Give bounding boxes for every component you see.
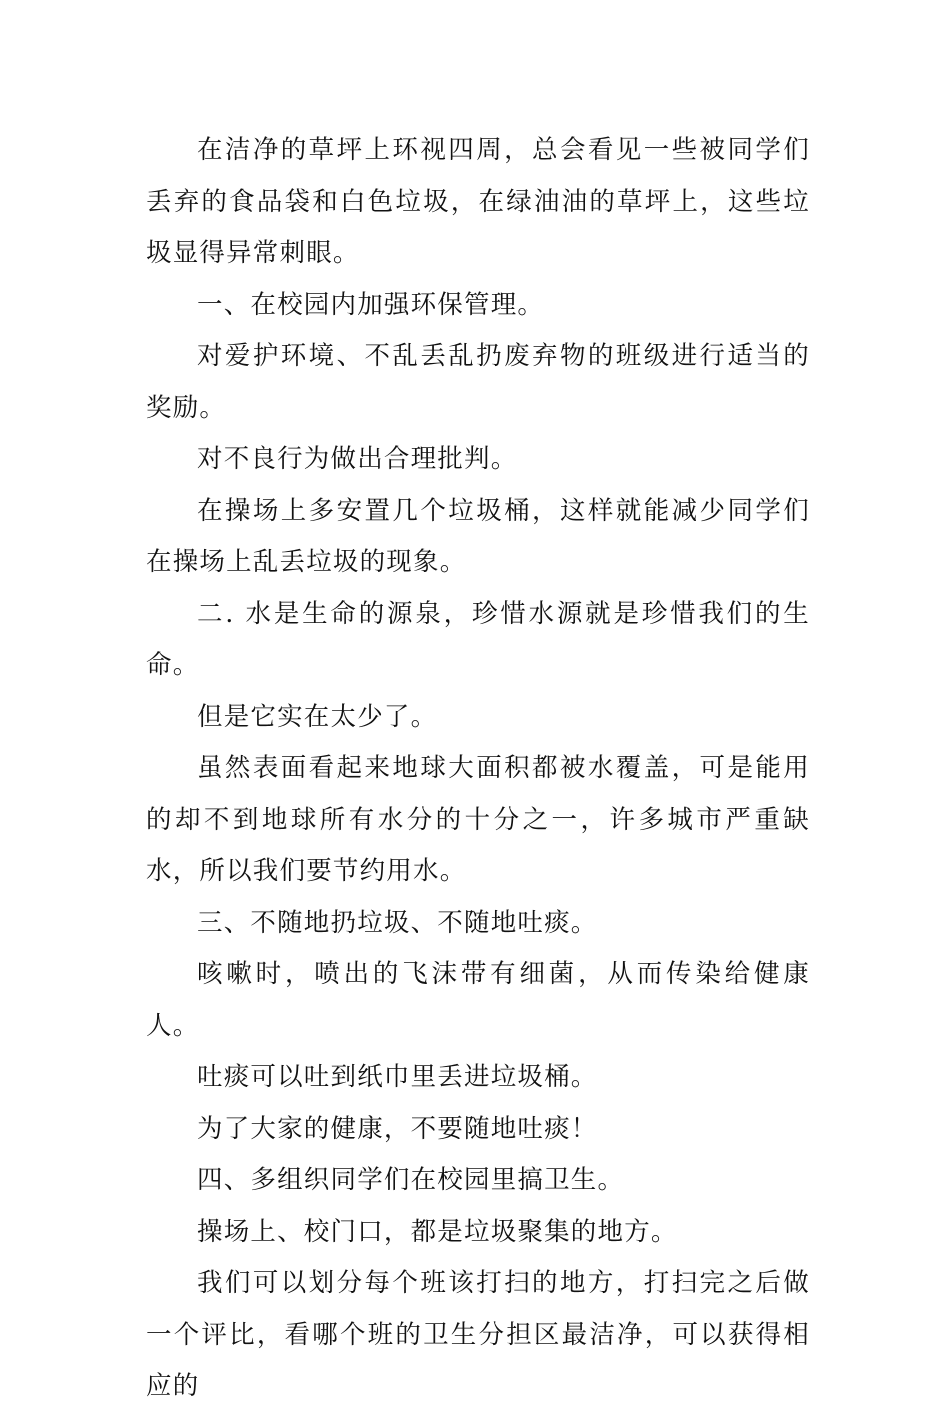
paragraph-reward-classes: 对爱护环境、不乱丢乱扔废弃物的班级进行适当的奖励。 [146,341,810,423]
paragraph-spit-into-tissue: 吐痰可以吐到纸巾里丢进垃圾桶。 [197,1062,598,1092]
paragraph-save-water: 虽然表面看起来地球大面积都被水覆盖，可是能用的却不到地球所有水分的十分之一，许多城市严重缺水，所以我们要节约用水。 [146,753,810,886]
heading-water-source-of-life: 二. 水是生命的源泉，珍惜水源就是珍惜我们的生命。 [146,598,810,680]
paragraph-more-trash-bins: 在操场上多安置几个垃圾桶，这样就能减少同学们在操场上乱丢垃圾的现象。 [146,495,810,577]
document-body [146,125,810,1413]
paragraph-trash-gathering-places: 操场上、校门口，都是垃圾聚集的地方。 [197,1216,678,1247]
paragraph-litter-on-lawn: 在洁净的草坪上环视四周，总会看见一些被同学们丢弃的食品袋和白色垃圾，在绿油油的草坪上，这些垃圾显得异常刺眼。 [146,135,810,268]
paragraph-coughing-spreads-germs: 咳嗽时，喷出的飞沫带有细菌，从而传染给健康人。 [146,959,810,1041]
paragraph-water-too-scarce: 但是它实在太少了。 [197,701,438,732]
paragraph-dont-spit: 为了大家的健康，不要随地吐痰！ [197,1113,598,1144]
paragraph-criticize-bad-behavior: 对不良行为做出合理批判。 [197,444,518,474]
heading-campus-environmental-management: 一、在校园内加强环保管理。 [197,289,545,320]
heading-no-littering-no-spitting: 三、不随地扔垃圾、不随地吐痰。 [197,907,598,938]
heading-organize-cleanups: 四、多组织同学们在校园里搞卫生。 [197,1165,625,1195]
paragraph-divide-cleaning-areas: 我们可以划分每个班该打扫的地方，打扫完之后做一个评比，看哪个班的卫生分担区最洁净，可以获得相应的 [146,1268,810,1401]
